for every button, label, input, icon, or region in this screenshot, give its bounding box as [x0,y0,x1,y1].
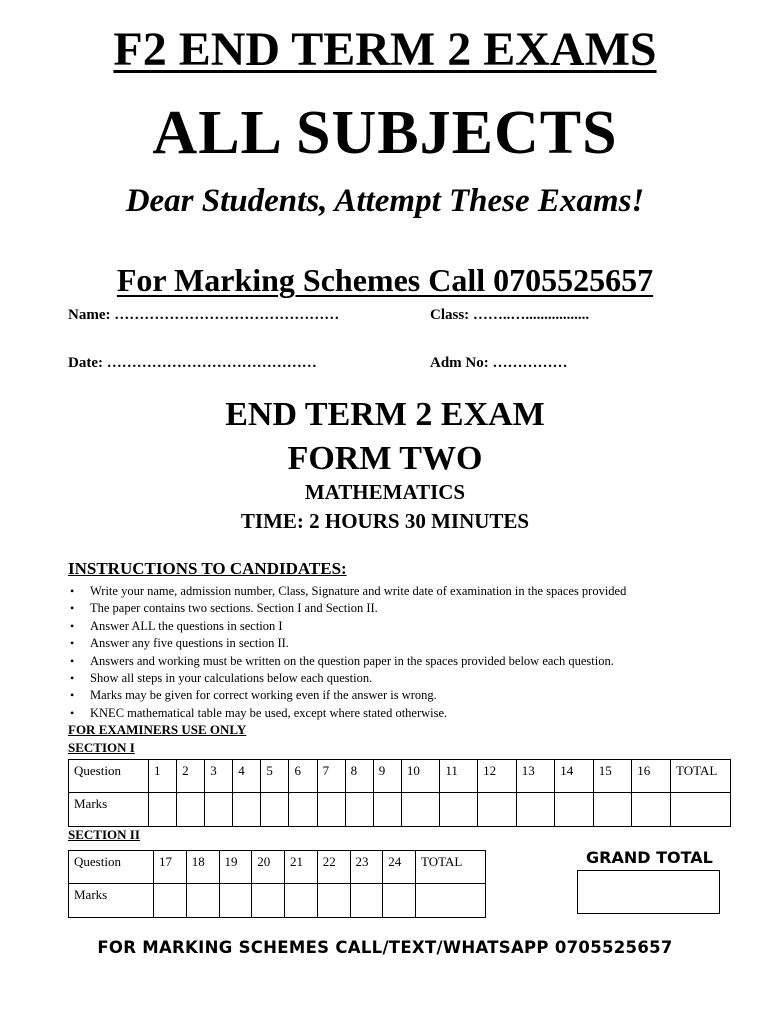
greeting-text: Dear Students, Attempt These Exams! [125,183,645,219]
marks-row [69,884,486,918]
question-number-cell: 10 [401,760,440,793]
marks-label: Marks [69,884,154,918]
instruction-item: • Marks may be given for correct working even if the answer is wrong. [68,687,748,704]
adm-no-field[interactable]: Adm No: …………… [430,355,568,371]
marks-entry-cell[interactable] [154,884,187,918]
subjects-heading: ALL SUBJECTS [152,99,618,167]
instructions-heading: INSTRUCTIONS TO CANDIDATES: [68,559,347,578]
question-label: Question [69,851,154,884]
question-number-cell: 20 [252,851,285,884]
instruction-item: • Answers and working must be written on the question paper in the spaces provided below each question. [68,653,748,670]
instruction-item: • Answer ALL the questions in section I [68,618,748,635]
marks-entry-cell[interactable] [401,793,440,827]
exam-title: F2 END TERM 2 EXAMS [113,23,657,76]
question-row [69,851,486,884]
marks-entry-cell[interactable] [632,793,671,827]
question-number-cell: 4 [233,760,261,793]
question-number-cell: 7 [317,760,345,793]
class-field[interactable]: Class: ……..…................. [430,307,590,323]
instruction-item: • Write your name, admission number, Class, Signature and write date of examination in the spaces provided [68,583,748,600]
exam-name: END TERM 2 EXAM [225,396,545,433]
marks-entry-cell[interactable] [317,884,350,918]
marks-entry-cell[interactable] [233,793,261,827]
marks-entry-cell[interactable] [205,793,233,827]
marks-entry-cell[interactable] [345,793,373,827]
question-number-cell: 23 [350,851,383,884]
marks-entry-cell[interactable] [516,793,555,827]
question-number-cell: 18 [186,851,219,884]
question-row [69,760,731,793]
question-number-cell: 19 [219,851,252,884]
question-number-cell: 14 [555,760,594,793]
instructions-list [68,583,748,722]
marks-entry-cell[interactable] [289,793,317,827]
question-number-cell: TOTAL [416,851,486,884]
question-number-cell: 11 [440,760,478,793]
marking-scheme-call: For Marking Schemes Call 0705525657 [116,262,654,298]
question-number-cell: 12 [478,760,517,793]
marks-entry-cell[interactable] [373,793,401,827]
question-number-cell: 22 [317,851,350,884]
examiners-label: FOR EXAMINERS USE ONLY [68,722,247,737]
marks-entry-cell[interactable] [555,793,594,827]
question-number-cell: 17 [154,851,187,884]
marks-entry-cell[interactable] [383,884,416,918]
marks-entry-cell[interactable] [219,884,252,918]
question-number-cell: 8 [345,760,373,793]
exam-duration: TIME: 2 HOURS 30 MINUTES [240,509,530,533]
marks-entry-cell[interactable] [671,793,731,827]
question-number-cell: 15 [593,760,632,793]
marks-entry-cell[interactable] [440,793,478,827]
question-number-cell: 2 [177,760,205,793]
marks-entry-cell[interactable] [177,793,205,827]
marks-row [69,793,731,827]
instruction-item: • The paper contains two sections. Section I and Section II. [68,600,748,617]
question-number-cell: 16 [632,760,671,793]
marks-entry-cell[interactable] [285,884,318,918]
subject-name: MATHEMATICS [304,480,466,504]
instruction-item: • Answer any five questions in section II. [68,635,748,652]
instruction-item: • KNEC mathematical table may be used, except where stated otherwise. [68,705,748,722]
question-number-cell: TOTAL [671,760,731,793]
marks-entry-cell[interactable] [350,884,383,918]
marks-entry-cell[interactable] [252,884,285,918]
question-number-cell: 21 [285,851,318,884]
name-field[interactable]: Name: ……………………………………… [68,307,340,323]
question-number-cell: 6 [289,760,317,793]
date-field[interactable]: Date: …………………………………… [68,355,317,371]
marks-entry-cell[interactable] [149,793,177,827]
section-1-marks-table [68,759,731,827]
grand-total-box[interactable] [577,870,720,914]
grand-total-label: GRAND TOTAL [586,848,713,867]
question-number-cell: 9 [373,760,401,793]
section-1-label: SECTION I [68,740,135,755]
marks-entry-cell[interactable] [186,884,219,918]
footer-contact: FOR MARKING SCHEMES CALL/TEXT/WHATSAPP 0705525657 [97,938,673,957]
instruction-item: • Show all steps in your calculations below each question. [68,670,748,687]
marks-label: Marks [69,793,149,827]
section-2-marks-table [68,850,486,918]
question-number-cell: 1 [149,760,177,793]
marks-entry-cell[interactable] [317,793,345,827]
question-number-cell: 13 [516,760,555,793]
question-number-cell: 24 [383,851,416,884]
marks-entry-cell[interactable] [416,884,486,918]
form-level: FORM TWO [287,440,483,477]
marks-entry-cell[interactable] [593,793,632,827]
marks-entry-cell[interactable] [478,793,517,827]
question-number-cell: 5 [261,760,289,793]
question-label: Question [69,760,149,793]
section-2-label: SECTION II [68,827,140,842]
question-number-cell: 3 [205,760,233,793]
marks-entry-cell[interactable] [261,793,289,827]
